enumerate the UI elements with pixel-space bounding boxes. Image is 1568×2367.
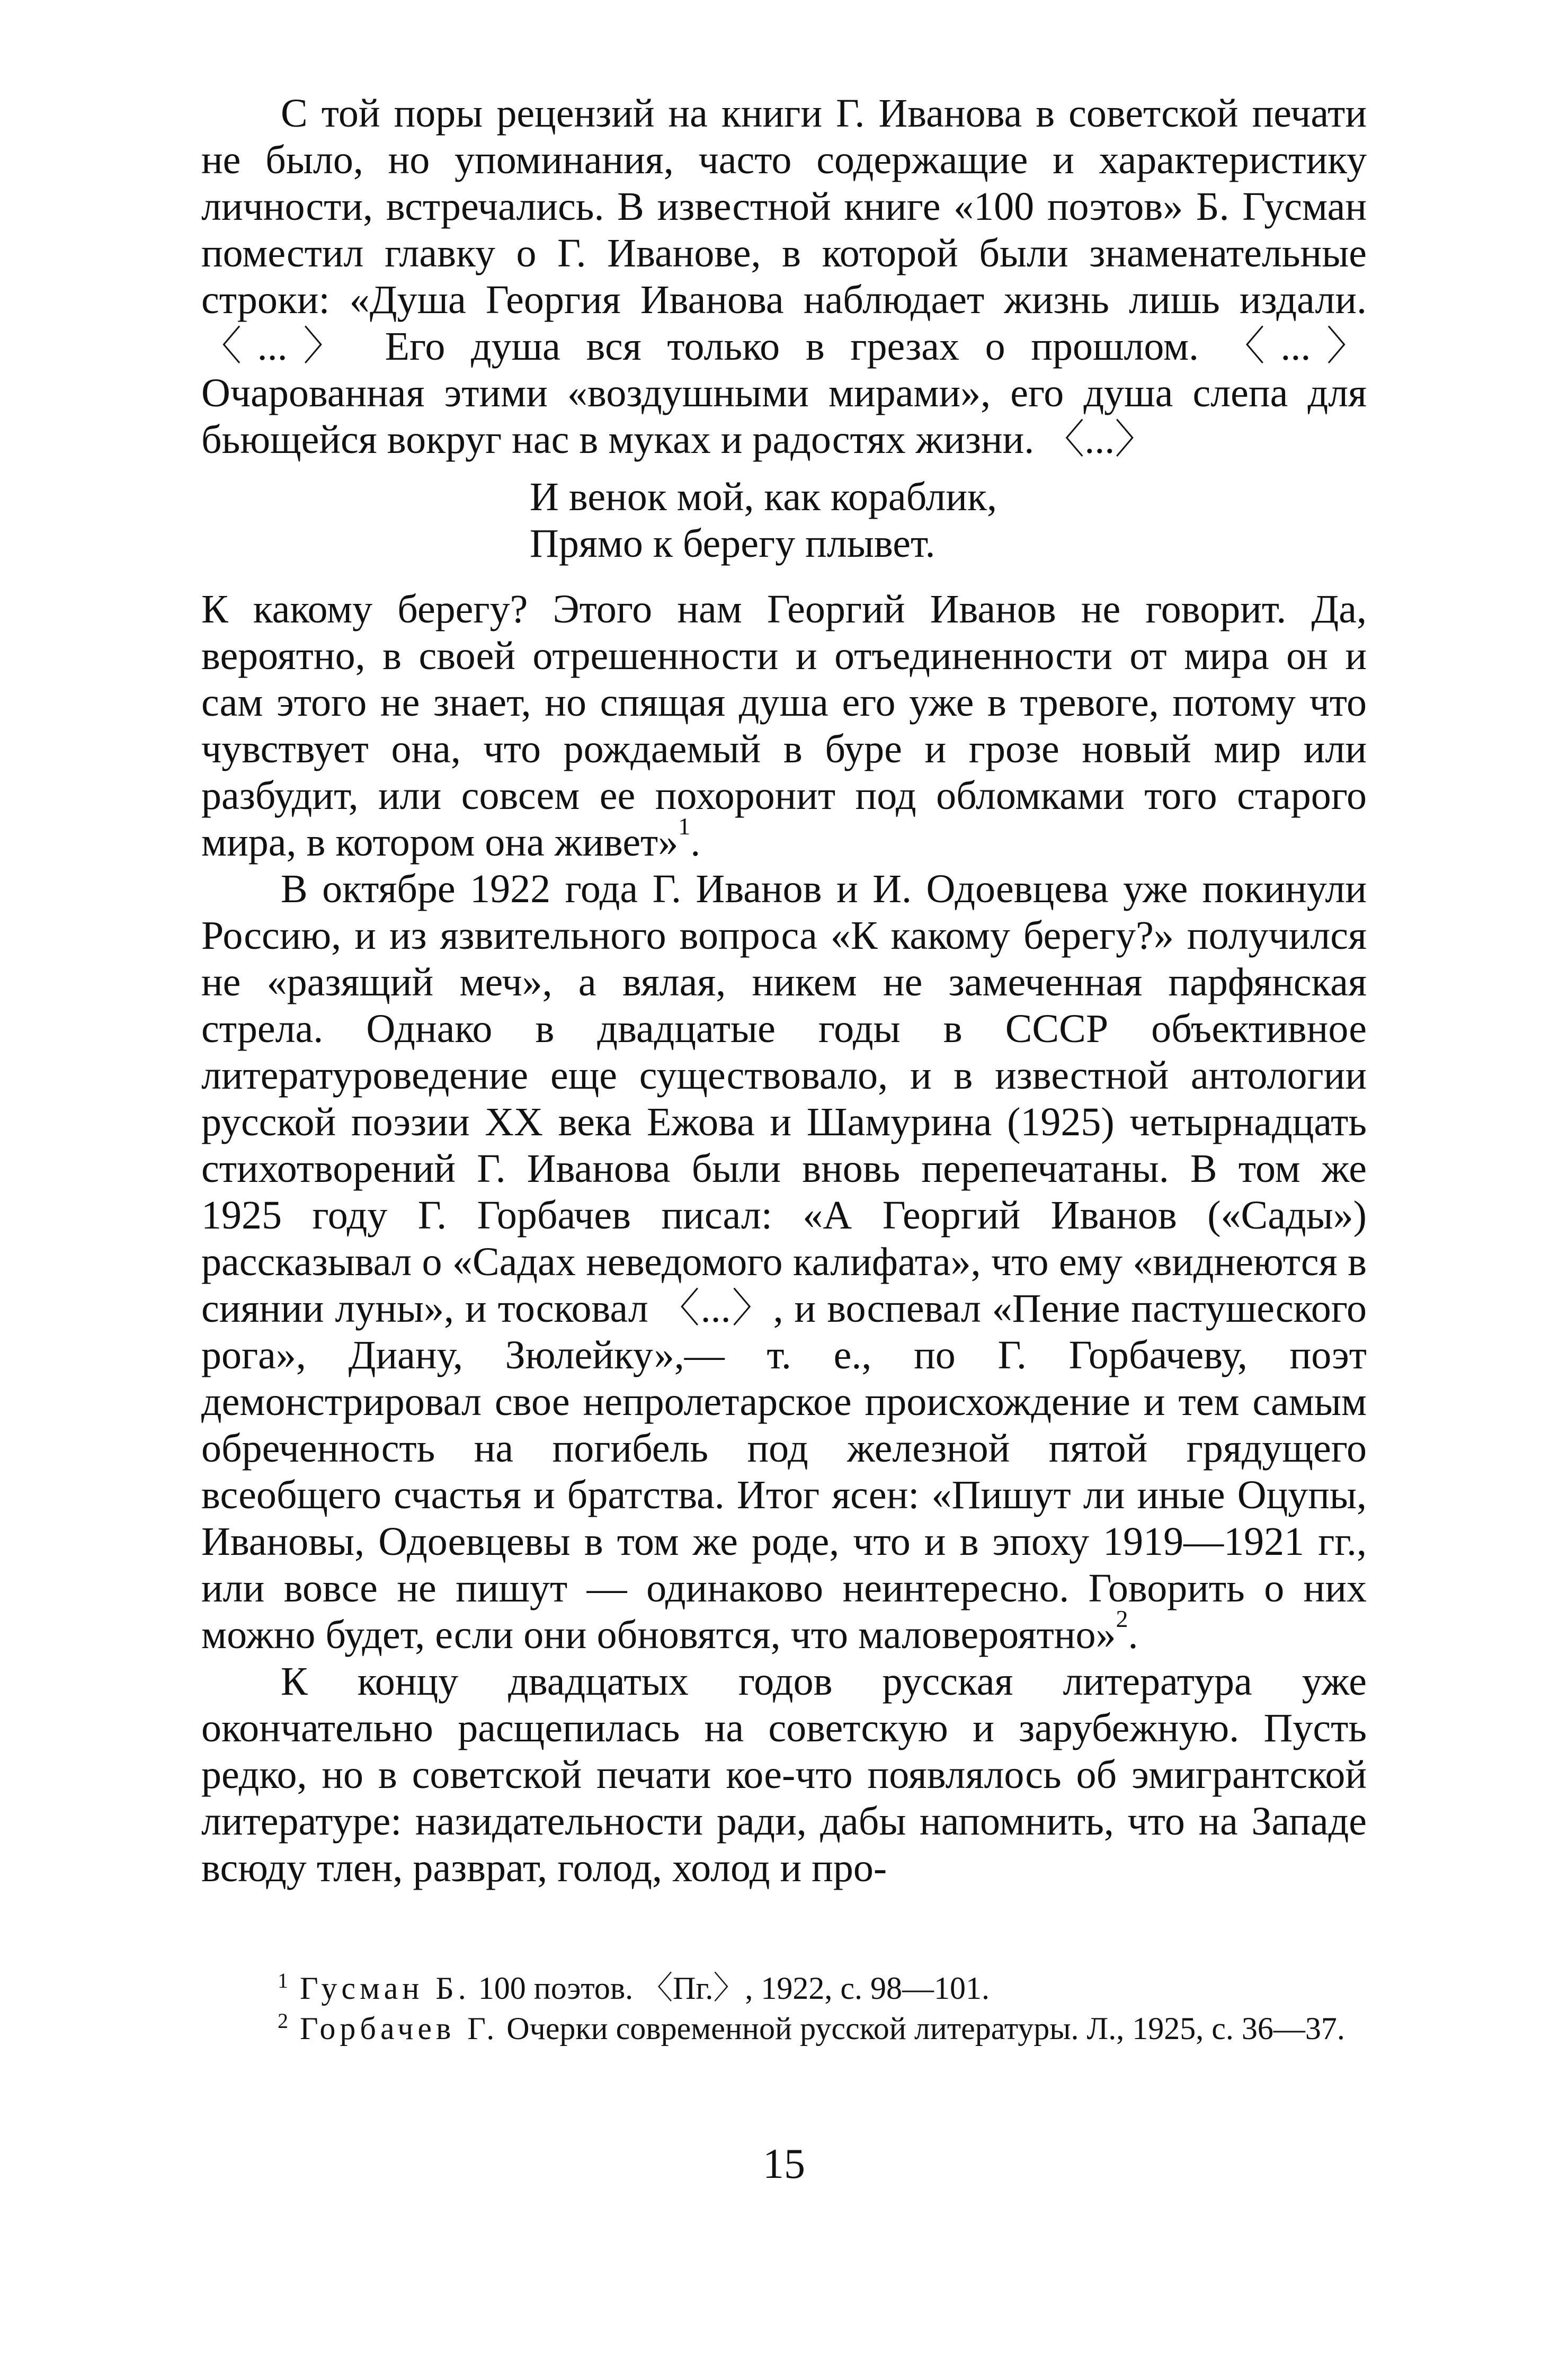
footnote-1-text: 100 поэтов. 〈Пг.〉, 1922, с. 98—101. (478, 1971, 990, 2006)
paragraph-2-tail: . (690, 820, 701, 865)
paragraph-4 (201, 1658, 1367, 1891)
page-number: 15 (763, 2141, 805, 2187)
verse-line-1: И венок мой, как кораблик, (530, 475, 997, 519)
paragraph-3-text: В октябре 1922 года Г. Иванов и И. Одоевцева уже покинули Россию, и из язвительного вопроса «К какому берегу?» получился не «разящий меч», а вялая, никем не замеченная парфянская стрела. Однако в двадцатые годы в СССР объективное литературоведение еще существовало, и в известной антологии русской поэзии XX века Ежова и Шамурина (1925) четырнадцать стихотворений Г. Иванова были вновь перепечатаны. В том же 1925 году Г. Горбачев писал: «А Георгий Иванов («Сады») рассказывал о «Садах неведомого калифата», что ему «виднеются в сиянии луны», и тосковал 〈...〉, и воспевал «Пение пастушеского рога», Диану, Зюлейку»,— т. е., по Г. Горбачеву, поэт демонстрировал свое непролетарское происхождение и тем самым обреченность на погибель под железной пятой грядущего всеобщего счастья и братства. Итог ясен: «Пишут ли иные Оцупы, Ивановы, Одоевцевы в том же роде, что и в эпоху 1919—1921 гг., или вовсе не пишут — одинаково неинтересно. Говорить о них можно будет, если они обновятся, что маловероятно» (201, 867, 1367, 1657)
footnote-2-author: Горбачев Г. (300, 2011, 499, 2046)
verse-line-2: Прямо к берегу плывет. (530, 521, 936, 566)
paragraph-3-tail: . (1128, 1613, 1138, 1657)
paragraph-3 (201, 866, 1367, 1658)
paragraph-1 (201, 90, 1367, 463)
footnote-2-text: Очерки современной русской литературы. Л., 1925, с. 36—37. (506, 2011, 1345, 2046)
verse-quote (530, 474, 1367, 567)
paragraph-2-text: К какому берегу? Этого нам Георгий Иванов не говорит. Да, вероятно, в своей отрешенности и отъединенности от мира он и сам этого не знает, но спящая душа его уже в тревоге, потому что чувствует она, что рождаемый в буре и грозе новый мир или разбудит, или совсем ее похоронит под обломками того старого мира, в котором она живет» (201, 587, 1367, 865)
footnote-1 (278, 1968, 1367, 2008)
paragraph-1-text: С той поры рецензий на книги Г. Иванова в советской печати не было, но упоминания, часто содержащие и характеристику личности, встречались. В известной книге «100 поэтов» Б. Гусман поместил главку о Г. Иванове, в которой были знаменательные строки: «Душа Георгия Иванова наблюдает жизнь лишь издали. 〈...〉 Его душа вся только в грезах о прошлом. 〈...〉 Очарованная этими «воздушными мирами», его душа слепа для бьющейся вокруг нас в муках и радостях жизни. 〈...〉 (201, 91, 1367, 462)
main-text (201, 90, 1367, 1891)
footnote-2 (278, 2008, 1367, 2049)
footnote-1-author: Гусман Б. (300, 1971, 470, 2006)
paragraph-4-text: К концу двадцатых годов русская литература уже окончательно расщепилась на советскую и зарубежную. Пусть редко, но в советской печати кое-что появлялось об эмигрантской литературе: назидательности ради, дабы напомнить, что на Западе всюду тлен, разврат, голод, холод и про- (201, 1659, 1367, 1890)
footnotes (278, 1968, 1367, 2049)
footnote-ref-1[interactable]: 1 (678, 813, 691, 840)
footnote-ref-2[interactable]: 2 (1116, 1605, 1128, 1632)
footnote-2-mark: 2 (278, 2009, 288, 2033)
footnote-1-mark: 1 (278, 1969, 288, 1992)
paragraph-2 (201, 586, 1367, 866)
